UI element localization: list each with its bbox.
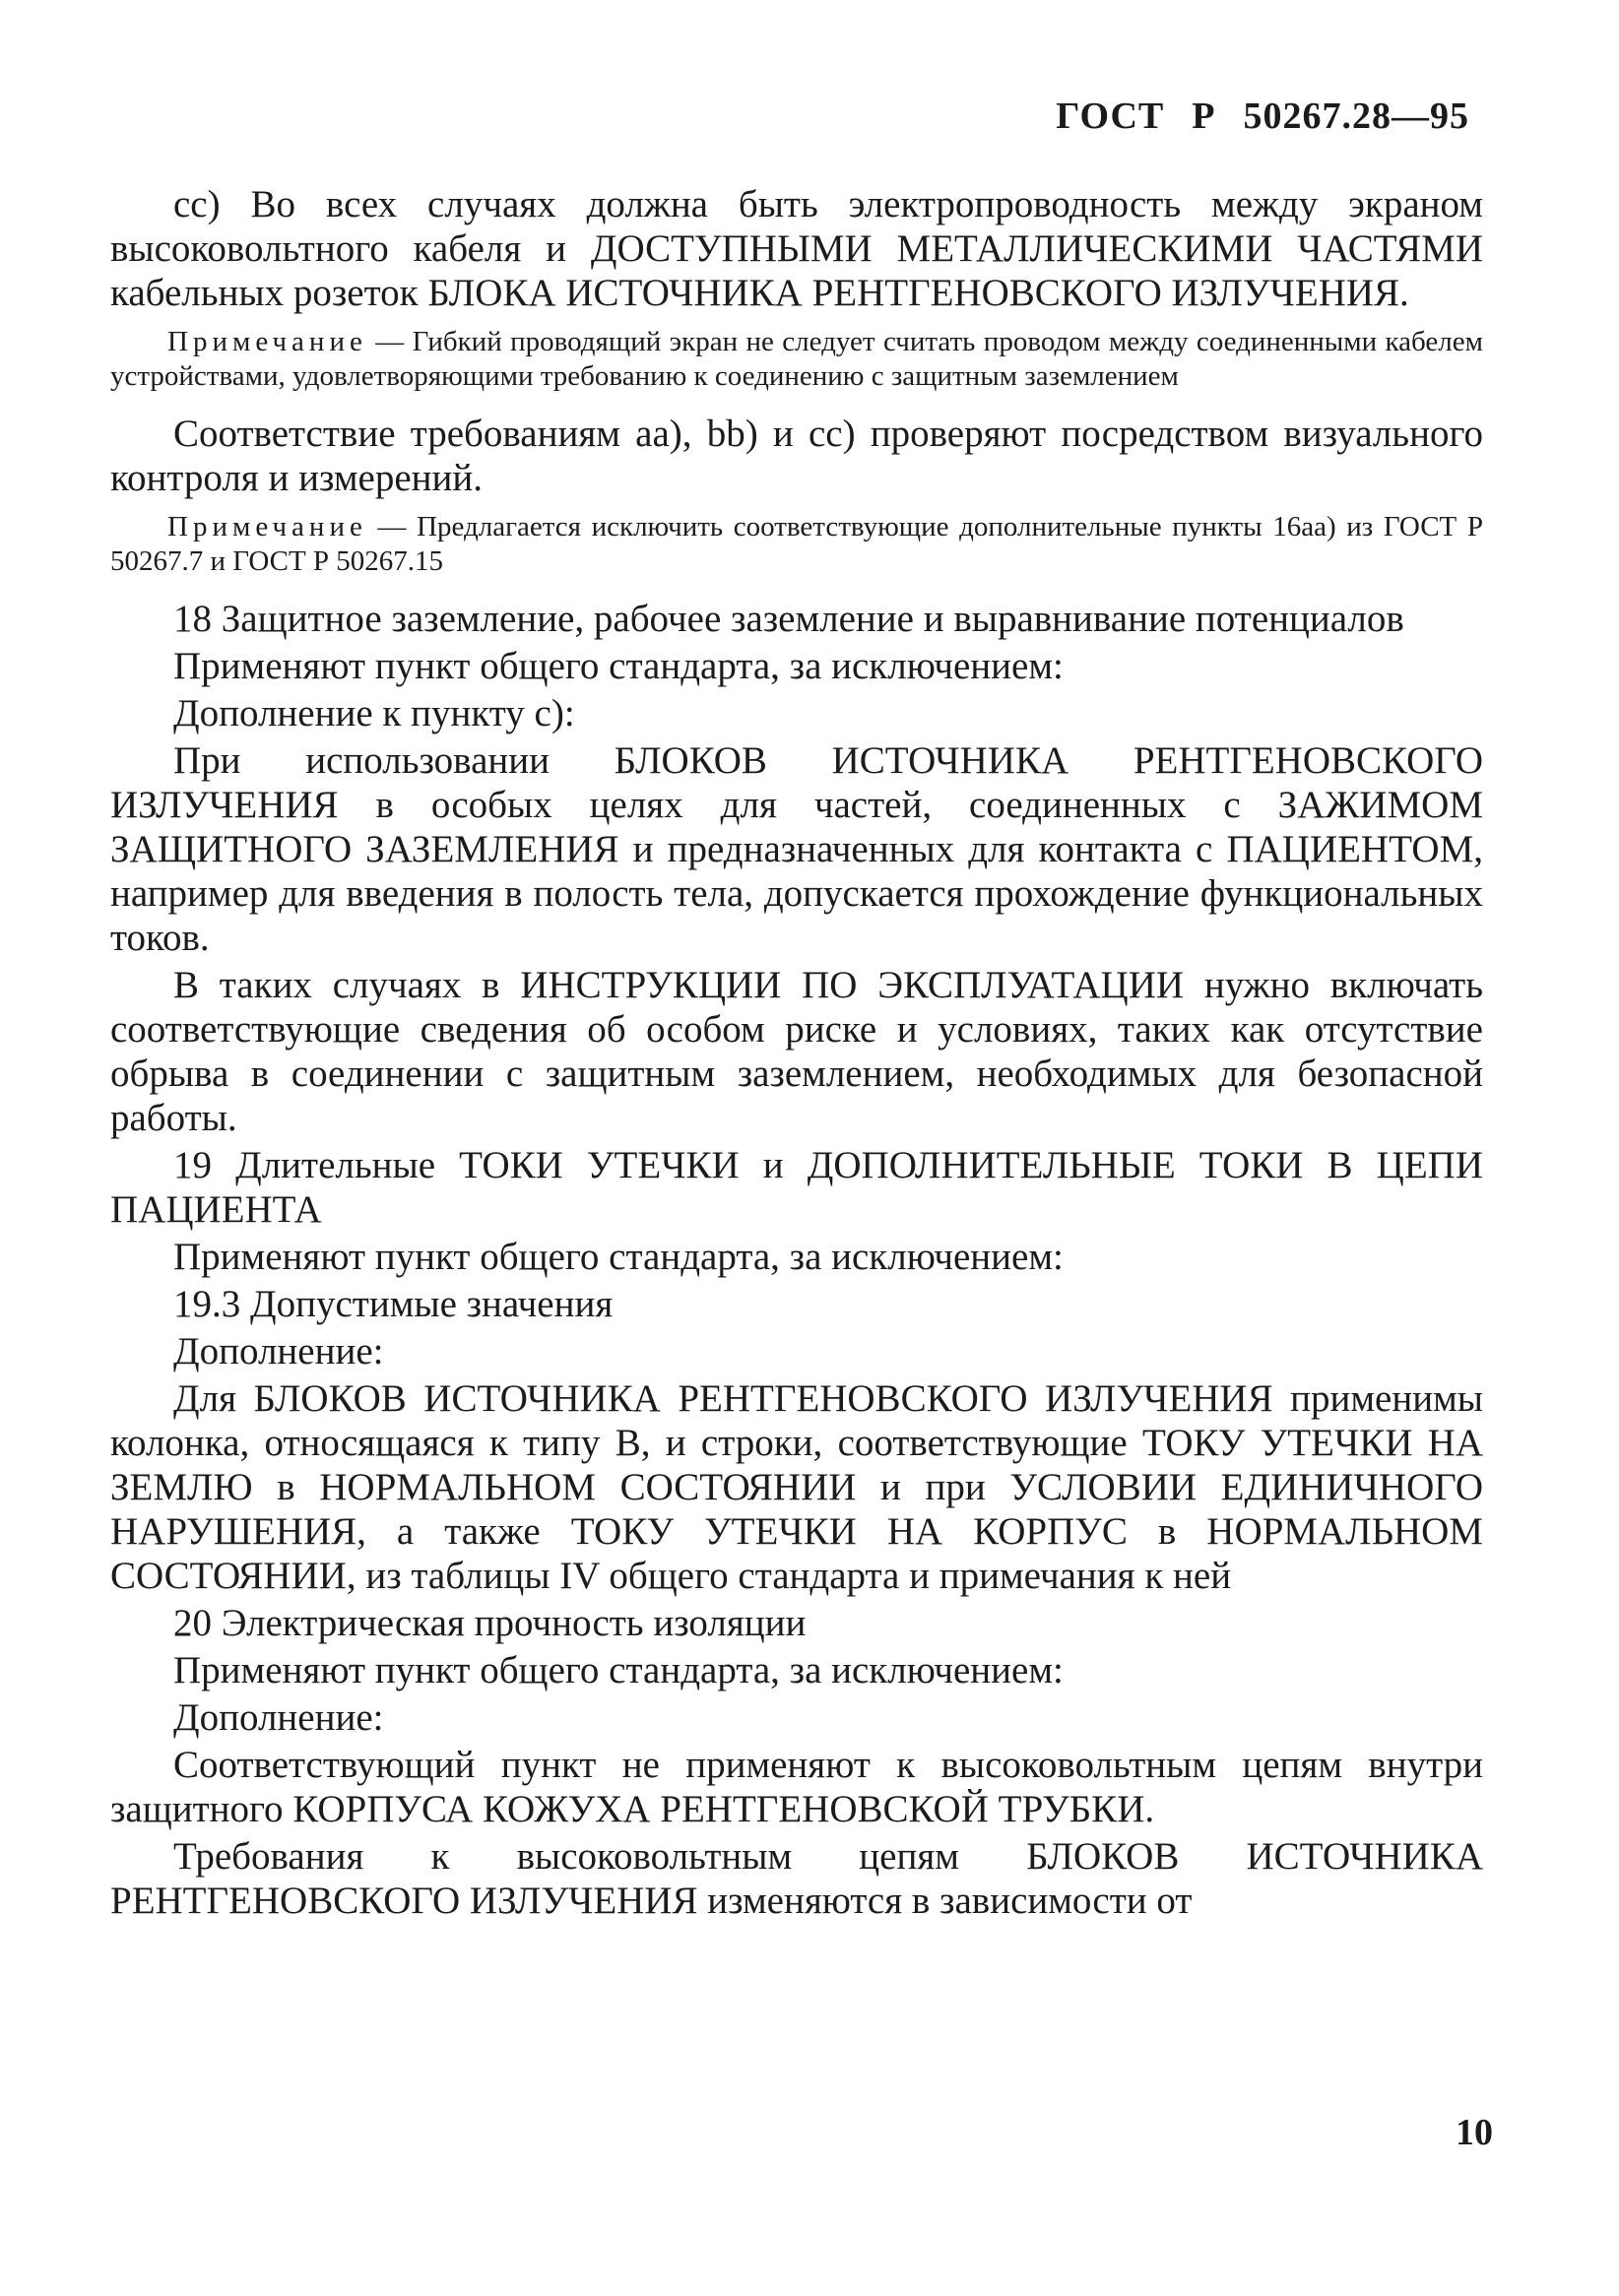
paragraph-apply-20: Применяют пункт общего стандарта, за исключением: (173, 1649, 1064, 1691)
paragraph-addition-19: Дополнение: (173, 1330, 384, 1372)
paragraph-instructions: В таких случаях в ИНСТРУКЦИИ ПО ЭКСПЛУАТАЦИИ нужно включать соответствующие сведения об особом риске и условиях, таких как отсутствие обрыва в соединении с защитным заземлением, необходимых для безопасной работы. (110, 964, 1483, 1139)
paragraph-type-b: Для БЛОКОВ ИСТОЧНИКА РЕНТГЕНОВСКОГО ИЗЛУЧЕНИЯ применимы колонка, относящаяся к типу В, и строки, соответствующие ТОКУ УТЕЧКИ НА ЗЕМЛЮ в НОРМАЛЬНОМ СОСТОЯНИИ и при УСЛОВИИ ЕДИНИЧНОГО НАРУШЕНИЯ, а также ТОКУ УТЕЧКИ НА КОРПУС в НОРМАЛЬНОМ СОСТОЯНИИ, из таблицы IV общего стандарта и примечания к ней (110, 1377, 1483, 1597)
note-1-label: Примечание (167, 326, 367, 357)
section-20-heading: 20 Электрическая прочность изоляции (173, 1602, 807, 1644)
note-1-text: — Гибкий проводящий экран не следует считать проводом между соединенными кабелем устройствами, удовлетворяющими требованию к соединению с защитным заземлением (110, 326, 1483, 392)
paragraph-apply-19: Применяют пункт общего стандарта, за исключением: (173, 1236, 1064, 1278)
paragraph-apply-18: Применяют пункт общего стандарта, за исключением: (173, 645, 1064, 687)
document-header (1028, 95, 1469, 138)
paragraph-not-applied: Соответствующий пункт не применяют к высоковольтным цепям внутри защитного КОРПУСА КОЖУХА РЕНТГЕНОВСКОЙ ТРУБКИ. (110, 1744, 1483, 1830)
paragraph-compliance: Соответствие требованиям aa), bb) и cc) проверяют посредством визуального контроля и измерений. (110, 413, 1483, 499)
note-1 (110, 325, 1483, 394)
page-number: 10 (1456, 2112, 1493, 2153)
note-2 (110, 510, 1483, 579)
header-r: Р (1192, 96, 1216, 137)
paragraph-addition-20: Дополнение: (173, 1696, 384, 1739)
paragraph-special-use: При использовании БЛОКОВ ИСТОЧНИКА РЕНТГЕНОВСКОГО ИЗЛУЧЕНИЯ в особых целях для частей, соединенных с ЗАЖИМОМ ЗАЩИТНОГО ЗАЗЕМЛЕНИЯ и предназначенных для контакта с ПАЦИЕНТОМ, например для введения в полость тела, допускается прохождение функциональных токов. (110, 739, 1483, 959)
note-2-label: Примечание (167, 511, 367, 542)
document-body (110, 182, 1483, 1926)
paragraph-cc: cc) Во всех случаях должна быть электропроводность между экраном высоковольтного кабеля и ДОСТУПНЫМИ МЕТАЛЛИЧЕСКИМИ ЧАСТЯМИ кабельных розеток БЛОКА ИСТОЧНИКА РЕНТГЕНОВСКОГО ИЗЛУЧЕНИЯ. (110, 183, 1483, 314)
paragraph-hv-requirements: Требования к высоковольтным цепям БЛОКОВ ИСТОЧНИКА РЕНТГЕНОВСКОГО ИЗЛУЧЕНИЯ изменяются в зависимости от (110, 1835, 1483, 1922)
header-number: 50267.28—95 (1243, 96, 1469, 137)
subsection-19-3-heading: 19.3 Допустимые значения (173, 1283, 614, 1325)
section-19-heading: 19 Длительные ТОКИ УТЕЧКИ и ДОПОЛНИТЕЛЬНЫЕ ТОКИ В ЦЕПИ ПАЦИЕНТА (110, 1144, 1483, 1231)
header-gost: ГОСТ (1056, 96, 1165, 137)
section-18-heading: 18 Защитное заземление, рабочее заземление и выравнивание потенциалов (173, 598, 1404, 640)
note-2-text: — Предлагается исключить соответствующие дополнительные пункты 16aa) из ГОСТ Р 50267.7 и ГОСТ Р 50267.15 (110, 511, 1483, 577)
paragraph-addition-c: Дополнение к пункту с): (173, 692, 575, 734)
